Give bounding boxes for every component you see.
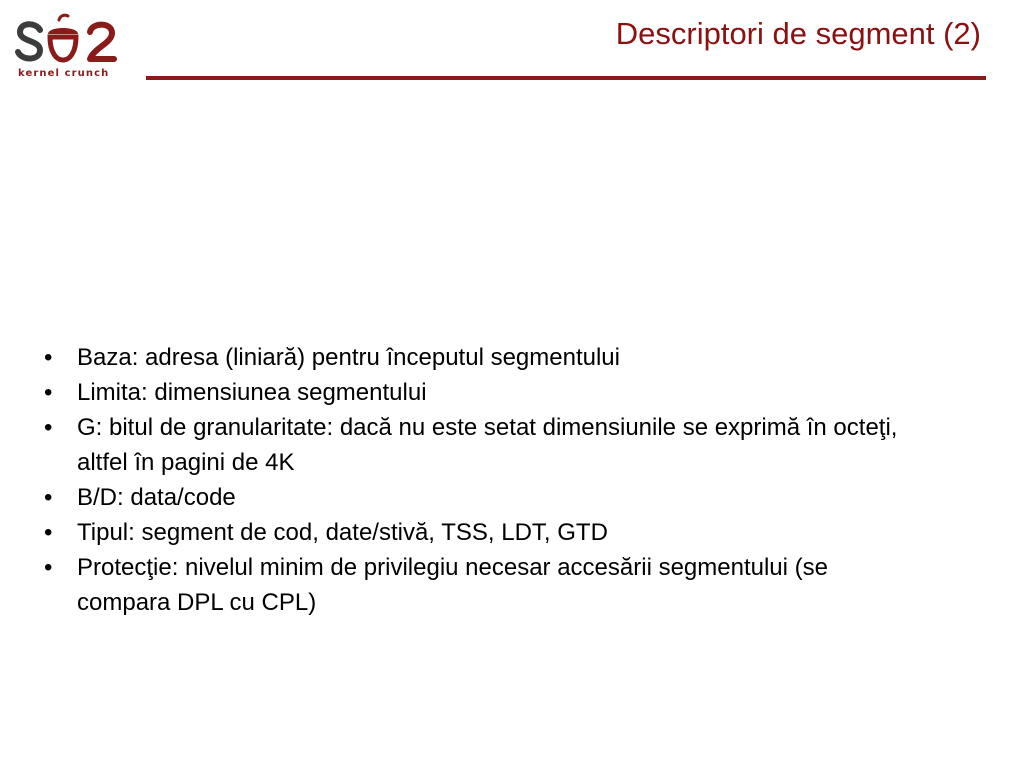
title-divider	[146, 76, 986, 80]
bullet-item-limita: • Limita: dimensiunea segmentului	[40, 375, 920, 410]
bullet-item-bd: • B/D: data/code	[40, 480, 920, 515]
slide-title: Descriptori de segment (2)	[615, 16, 981, 51]
bullet-item-granularity: • G: bitul de granularitate: dacă nu este setat dimensiunile se exprimă în octeţi, altfel în pagini de 4K	[40, 410, 920, 480]
bullet-list	[40, 340, 920, 620]
so2-logo	[14, 12, 134, 84]
bullet-item-protectie: • Protecţie: nivelul minim de privilegiu necesar accesării segmentului (se compara DPL cu CPL)	[40, 550, 920, 620]
acorn-logo-icon	[14, 12, 134, 68]
bullet-item-baza: • Baza: adresa (liniară) pentru începutul segmentului	[40, 340, 920, 375]
slide-content	[40, 340, 920, 620]
logo-caption: kernel crunch	[18, 68, 110, 79]
bullet-item-tipul: • Tipul: segment de cod, date/stivă, TSS, LDT, GTD	[40, 515, 920, 550]
